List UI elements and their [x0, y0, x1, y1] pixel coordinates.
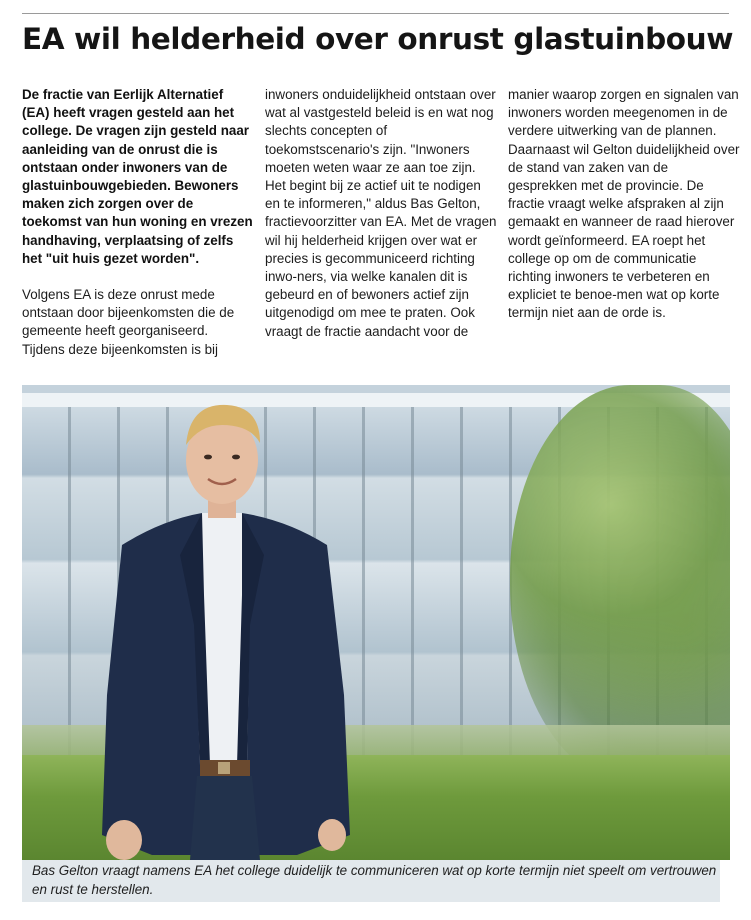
article-headline: EA wil helderheid over onrust glastuinbouw	[22, 22, 734, 56]
photo-caption: Bas Gelton vraagt namens EA het college duidelijk te communiceren wat op korte termijn niet speelt om vertrouwen en rust te herstellen.	[22, 860, 720, 902]
column-2	[265, 86, 497, 341]
column-1	[22, 86, 254, 359]
article-photo	[22, 385, 730, 860]
column-3	[508, 86, 740, 323]
person-figure	[82, 395, 362, 860]
top-divider	[22, 13, 729, 14]
body-paragraph: manier waarop zorgen en signalen van inwoners worden meegenomen in de verdere uitwerking van de plannen.	[508, 87, 739, 139]
body-paragraph: Volgens EA is deze onrust mede ontstaan door bijeenkomsten die de gemeente heeft georganiseerd. Tijdens deze bijeenkomsten is bij	[22, 287, 235, 357]
body-paragraph: inwoners onduidelijkheid ontstaan over wat al vastgesteld beleid is en wat nog slechts concepten of toekomstscenario's zijn. "Inwoners moeten weten waar ze aan toe zijn. Het begint bij ze actief uit te nodigen en te informeren," aldus Bas Gelton, fractievoorzitter van EA. Met de vragen wil hij helderheid krijgen over wat er precies is gecommuniceerd richting inwo-ners, via welke kanalen dit is gebeurd en of bewoners actief zijn uitgenodigd om mee te praten. Ook vraagt de fractie aandacht voor de	[265, 87, 497, 339]
body-paragraph: Daarnaast wil Gelton duidelijkheid over de stand van zaken van de gesprekken met de provincie. De fractie vraagt welke afspraken al zijn gemaakt en wanneer de raad hierover wordt geïnformeerd. EA roept het college op om de communicatie richting inwoners te verbeteren en expliciet te benoe-men wat op korte termijn niet aan de orde is.	[508, 141, 740, 321]
article-body	[22, 86, 740, 376]
lead-paragraph: De fractie van Eerlijk Alternatief (EA) heeft vragen gesteld aan het college. De vragen zijn gesteld naar aanleiding van de onrust die is ontstaan onder inwoners van de glastuinbouwgebieden. Bewoners maken zich zorgen over de toekomst van hun woning en vrezen handhaving, verplaatsing of zelfs het "uit huis gezet worden".	[22, 87, 253, 266]
